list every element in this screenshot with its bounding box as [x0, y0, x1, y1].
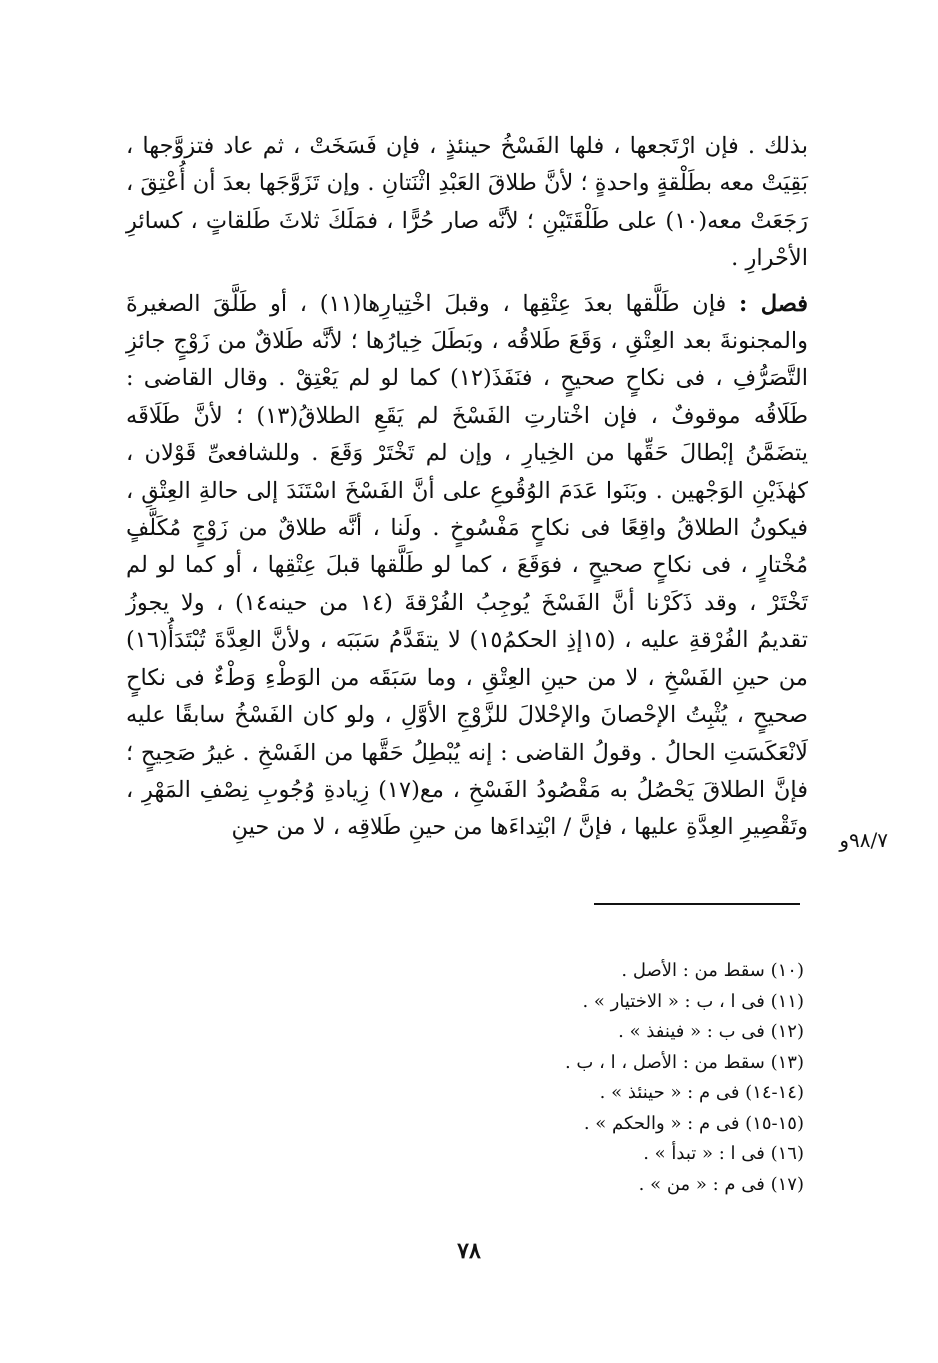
footnote-item: (١٤-١٤) فى م : « حينئذ » . — [599, 1082, 804, 1103]
footnote-item: (١٢) فى ب : « فينفذ » . — [618, 1021, 804, 1042]
paragraph-fasl — [126, 286, 808, 847]
footnote-item: (١٦) فى ا : « تبدأ » . — [643, 1143, 804, 1164]
footnote-item: (١٣) سقط من : الأصل ، ا ، ب . — [564, 1051, 804, 1073]
footnote-item: (١١) فى ا ، ب : « الاختيار » . — [582, 990, 804, 1012]
footnote-item: (١٥-١٥) فى م : « والحكم » . — [583, 1112, 804, 1134]
main-text — [126, 128, 808, 847]
section-heading-fasl: فصل : — [739, 290, 808, 317]
footnote-item: (١٠) سقط من : الأصل . — [621, 960, 804, 981]
paragraph-continuation: بذلك . فإن ارْتَجعها ، فلها الفَسْخُ حينئذٍ ، فإن فَسَخَتْ ، ثم عاد فتزوَّجها ، بَقِيَتْ معه بطَلْقةٍ واحدةٍ ؛ لأنَّ طلاقَ العَبْدِ اثْنَتانِ . وإن تَزَوَّجَها بعدَ أن أُعْتِقَ ، رَجَعَتْ معه(١٠) على طَلْقَتَيْنِ ؛ لأنَّه صار حُرًّا ، فمَلَكَ ثلاثَ طَلقاتٍ ، كسائرِ الأحْرارِ . — [125, 133, 809, 272]
paragraph-fasl-text: فإن طَلَّقها بعدَ عِتْقِها ، وقبلَ اخْتِيارِها(١١) ، أو طَلَّقَ الصغيرةَ والمجنونةَ بعد العِتْقِ ، وَقَعَ طَلاقُه ، وبَطَلَ خِيارُها ؛ لأنَّه طَلاقٌ من زَوْجٍ جائزِ التَّصَرُّفِ ، فى نكاحٍ صحيحٍ ، فنَفَذَ(١٢) كما لو لم يَعْتِقْ . وقال القاضى : طَلَاقُه موقوفٌ ، فإن اخْتارتِ الفَسْخَ لم يَقَعِ الطلاقُ(١٣) ؛ لأنَّ طَلَاقَه يتضَمَّنُ إبْطالَ حَقِّها من الخِيارِ ، وإن لم تَخْتَرْ وَقَعَ . وللشافعىِّ قَوْلان ، كهٰذَيْنِ الوَجْهين . وبَنَوا عَدَمَ الوُقُوعِ على أنَّ الفَسْخَ اسْتَنَدَ إلى حالةِ العِتْقِ ، فيكونُ الطلاقُ واقِعًا فى نكاحٍ مَفْسُوخٍ . ولَنا ، أنَّه طلاقٌ من زَوْجٍ مُكَلَّفٍ مُخْتارٍ ، فى نكاحٍ صحيحٍ ، فوَقَعَ ، كما لو طَلَّقها قبلَ عِتْقِها ، أو كما لو لم تَخْتَرْ ، وقد ذَكَرْنا أنَّ الفَسْخَ يُوجِبُ الفُرْقةَ (١٤ من حينه١٤) ، ولا يجوزُ تقديمُ الفُرْقةِ عليه ، (١٥إذِ الحكمُ١٥) لا يتقَدَّمُ سَبَبَه ، ولأنَّ العِدَّةَ تُبْتَدَأُ(١٦) من حينِ الفَسْخِ ، لا من حينِ العِتْقِ ، وما سَبَقَه من الوَطْءِ وَطْءٌ فى نكاحٍ صحيحٍ ، يُثْبِتُ الإحْصانَ والإحْلالَ للزَّوْجِ الأوَّلِ ، ولو كان الفَسْخُ سابقًا عليه لَانْعَكَسَتِ الحالُ . وقولُ القاضى : إنه يُبْطِلُ حَقَّها من الفَسْخِ . غيرُ صَحِيحٍ ؛ فإنَّ الطلاقَ يَحْصُلُ به مَقْصُودُ الفَسْخِ ، مع(١٧) زِيادةِ وُجُوبِ نِصْفِ المَهْرِ ، وتَقْصِيرِ العِدَّةِ عليها ، فإنَّ / ابْتِداءَها من حينِ طَلاقِه ، لا من حينِ — [126, 290, 808, 841]
footnotes-list — [500, 956, 804, 1200]
footnote-item: (١٧) فى م : « من » . — [638, 1173, 804, 1195]
manuscript-folio-reference: ٩٨/٧و — [839, 828, 888, 852]
page-number: ٧٨ — [457, 1238, 481, 1264]
footnote-divider — [594, 903, 800, 905]
